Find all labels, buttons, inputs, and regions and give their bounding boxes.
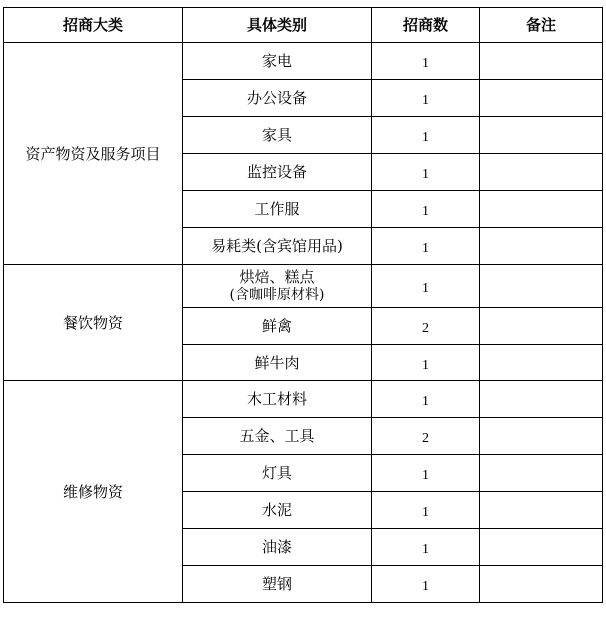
- category-cell: 维修物资: [4, 381, 183, 603]
- count-cell: 1: [372, 529, 480, 566]
- item-cell: 木工材料: [183, 381, 372, 418]
- note-cell: [480, 566, 603, 603]
- item-cell: 五金、工具: [183, 418, 372, 455]
- item-cell: 鲜牛肉: [183, 345, 372, 381]
- item-cell: 工作服: [183, 191, 372, 228]
- table-row: [4, 265, 603, 308]
- header-count: 招商数: [372, 8, 480, 43]
- note-cell: [480, 455, 603, 492]
- category-cell: 资产物资及服务项目: [4, 43, 183, 265]
- item-cell: 灯具: [183, 455, 372, 492]
- count-cell: 1: [372, 228, 480, 265]
- note-cell: [480, 80, 603, 117]
- header-row: [4, 8, 603, 43]
- note-cell: [480, 345, 603, 381]
- note-cell: [480, 529, 603, 566]
- note-cell: [480, 381, 603, 418]
- note-cell: [480, 43, 603, 80]
- table-row: [4, 43, 603, 80]
- category-cell: 餐饮物资: [4, 265, 183, 381]
- count-cell: 1: [372, 566, 480, 603]
- item-cell: [183, 265, 372, 308]
- item-cell: 家具: [183, 117, 372, 154]
- item-cell: 办公设备: [183, 80, 372, 117]
- count-cell: 2: [372, 418, 480, 455]
- item-line: 烘焙、糕点: [239, 268, 315, 286]
- item-cell: 易耗类(含宾馆用品): [183, 228, 372, 265]
- count-cell: 2: [372, 308, 480, 345]
- count-cell: 1: [372, 80, 480, 117]
- count-cell: 1: [372, 117, 480, 154]
- note-cell: [480, 492, 603, 529]
- note-cell: [480, 154, 603, 191]
- header-note: 备注: [480, 8, 603, 43]
- count-cell: 1: [372, 492, 480, 529]
- header-item: 具体类别: [183, 8, 372, 43]
- count-cell: 1: [372, 455, 480, 492]
- item-line-2: (含咖啡原材料): [229, 287, 325, 303]
- item-cell: 油漆: [183, 529, 372, 566]
- header-category: 招商大类: [4, 8, 183, 43]
- item-cell: 鲜禽: [183, 308, 372, 345]
- count-cell: 1: [372, 381, 480, 418]
- note-cell: [480, 191, 603, 228]
- note-cell: [480, 265, 603, 308]
- table-row: [4, 381, 603, 418]
- count-cell: 1: [372, 345, 480, 381]
- item-cell: 塑钢: [183, 566, 372, 603]
- item-cell: 水泥: [183, 492, 372, 529]
- count-cell: 1: [372, 191, 480, 228]
- recruitment-table: [3, 7, 603, 603]
- item-cell: 监控设备: [183, 154, 372, 191]
- note-cell: [480, 228, 603, 265]
- count-cell: 1: [372, 265, 480, 308]
- count-cell: 1: [372, 154, 480, 191]
- item-cell: 家电: [183, 43, 372, 80]
- count-cell: 1: [372, 43, 480, 80]
- note-cell: [480, 418, 603, 455]
- note-cell: [480, 308, 603, 345]
- note-cell: [480, 117, 603, 154]
